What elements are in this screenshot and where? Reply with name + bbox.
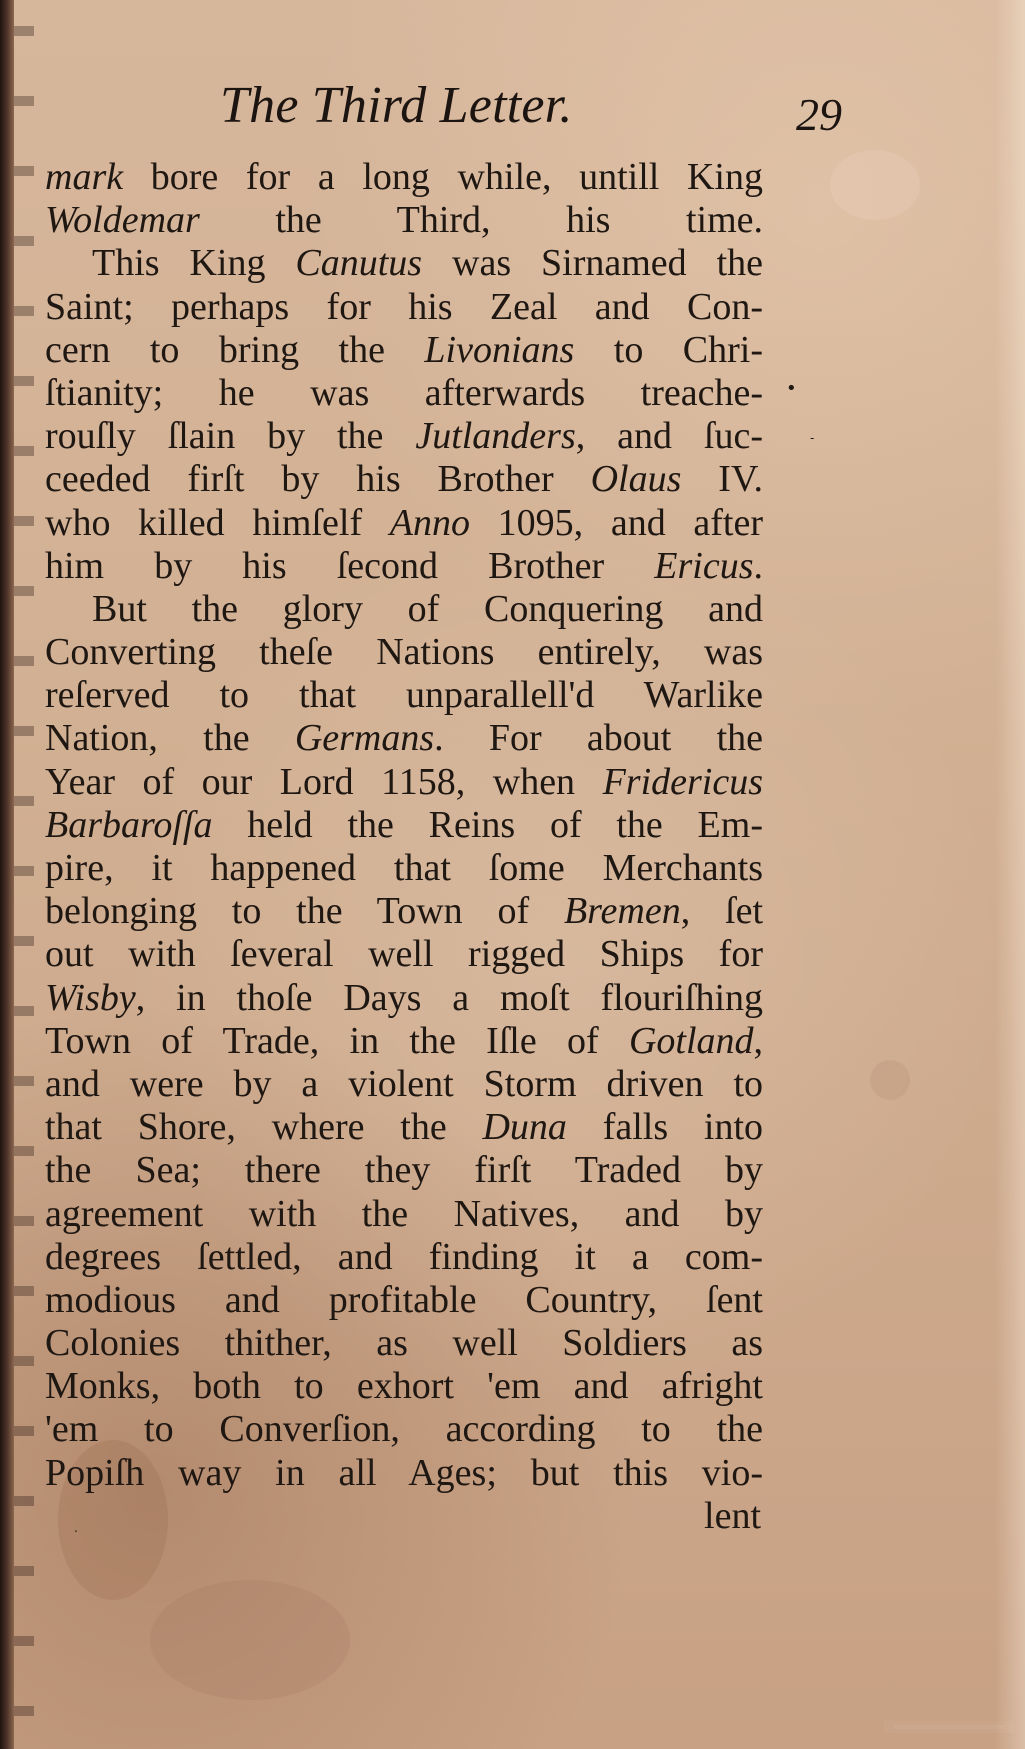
digitization-watermark bbox=[884, 1719, 1014, 1735]
text-segment: him by his ſecond Brother bbox=[45, 544, 655, 587]
text-segment: to Chri- bbox=[574, 328, 763, 371]
text-line bbox=[45, 1106, 763, 1149]
italic-text: Woldemar bbox=[45, 199, 200, 242]
italic-text: Wisby bbox=[45, 976, 136, 1019]
page-number: 29 bbox=[796, 89, 842, 140]
text-line bbox=[45, 329, 763, 372]
text-segment: the Sea; there they firſt Traded by bbox=[45, 1149, 763, 1192]
text-line bbox=[45, 1236, 763, 1279]
text-segment: ceeded firſt by his Brother bbox=[45, 458, 591, 501]
italic-text: mark bbox=[45, 156, 124, 198]
page-binding-edge bbox=[0, 0, 14, 1749]
italic-text: Canutus bbox=[295, 242, 423, 285]
text-segment: Monks, both to exhort 'em and afright bbox=[45, 1365, 763, 1408]
text-line bbox=[45, 242, 763, 285]
text-segment: modious and profitable Country, ſent bbox=[45, 1278, 763, 1321]
text-segment: Town of Trade, in the Iſle of bbox=[45, 1019, 629, 1062]
text-segment: agreement with the Natives, and by bbox=[45, 1192, 763, 1235]
ink-mark-bullet: • bbox=[786, 378, 797, 399]
paper-stain-right bbox=[870, 1060, 910, 1100]
text-segment: the Third, his time. bbox=[199, 199, 763, 242]
text-line bbox=[45, 502, 763, 545]
text-segment: , ſet bbox=[680, 890, 763, 933]
text-line bbox=[45, 1020, 763, 1063]
text-line bbox=[45, 631, 763, 674]
italic-text: Bremen bbox=[563, 890, 681, 933]
italic-text: Ericus bbox=[654, 544, 754, 587]
text-line bbox=[45, 977, 763, 1020]
text-segment: IV. bbox=[681, 458, 763, 501]
ink-mark-dot: . bbox=[74, 1521, 78, 1535]
text-segment: falls into bbox=[566, 1106, 763, 1149]
text-line bbox=[45, 588, 763, 631]
text-line bbox=[45, 415, 763, 458]
italic-text: Germans bbox=[294, 717, 435, 760]
text-segment: ſtianity; he was afterwards treache- bbox=[45, 371, 763, 414]
text-segment: Popiſh way in all Ages; but this vio- bbox=[45, 1451, 763, 1494]
text-segment: belonging to the Town of bbox=[45, 890, 564, 933]
text-segment: , bbox=[753, 1019, 763, 1062]
text-line bbox=[45, 1452, 763, 1495]
text-line bbox=[45, 1149, 763, 1192]
italic-text: Duna bbox=[482, 1106, 567, 1149]
text-line bbox=[45, 847, 763, 890]
text-line bbox=[45, 372, 763, 415]
italic-text: Fridericus bbox=[602, 760, 763, 803]
text-segment: , in thoſe Days a moſt flouriſhing bbox=[135, 976, 763, 1019]
text-segment: This King bbox=[92, 242, 296, 285]
ink-mark-dash: - bbox=[810, 431, 815, 445]
text-line bbox=[45, 890, 763, 933]
italic-text: Gotland bbox=[628, 1019, 754, 1062]
text-line bbox=[45, 933, 763, 976]
text-segment: reſerved to that unparallell'd Warlike bbox=[45, 674, 763, 717]
paper-stain-bottom bbox=[150, 1580, 350, 1700]
text-line bbox=[45, 1279, 763, 1322]
text-line bbox=[45, 1193, 763, 1236]
text-segment: . For about the bbox=[434, 717, 763, 760]
text-segment: who killed himſelf bbox=[45, 501, 390, 544]
text-segment: was Sirnamed the bbox=[422, 242, 763, 285]
text-segment: . bbox=[753, 544, 763, 587]
text-segment: But the glory of Conquering and bbox=[92, 587, 763, 630]
text-line bbox=[45, 804, 763, 847]
text-line bbox=[45, 286, 763, 329]
text-segment: Converting theſe Nations entirely, was bbox=[45, 631, 763, 674]
text-segment: 'em to Converſion, according to the bbox=[45, 1408, 763, 1451]
italic-text: Jutlanders bbox=[415, 415, 576, 458]
text-line bbox=[45, 199, 763, 242]
page-right-shadow bbox=[995, 0, 1025, 1749]
text-segment: held the Reins of the Em- bbox=[212, 803, 763, 846]
text-segment: , and ſuc- bbox=[575, 415, 763, 458]
italic-text: Livonians bbox=[424, 328, 575, 371]
text-line bbox=[45, 1365, 763, 1408]
text-segment: and were by a violent Storm driven to bbox=[45, 1062, 763, 1105]
letter-text bbox=[45, 156, 763, 1538]
text-segment: pire, it happened that ſome Merchants bbox=[45, 847, 763, 889]
text-segment: cern to bring the bbox=[45, 328, 425, 371]
page-binding-marks bbox=[14, 0, 34, 1749]
text-line bbox=[45, 156, 763, 199]
text-segment: Year of our Lord 1158, when bbox=[45, 760, 603, 803]
catchword: lent bbox=[704, 1494, 761, 1537]
text-segment: rouſly ſlain by the bbox=[45, 415, 416, 458]
text-line bbox=[45, 458, 763, 501]
italic-text: Barbaroſſa bbox=[45, 803, 213, 846]
paper-highlight-top-right bbox=[830, 150, 920, 220]
text-line bbox=[45, 1322, 763, 1365]
text-line bbox=[45, 1063, 763, 1106]
text-line bbox=[45, 761, 763, 804]
italic-text: Olaus bbox=[590, 458, 682, 501]
text-segment: 1095, and after bbox=[470, 501, 763, 544]
text-line bbox=[45, 717, 763, 760]
text-segment: degrees ſettled, and finding it a com- bbox=[45, 1235, 763, 1278]
text-segment: bore for a long while, untill King bbox=[123, 156, 763, 198]
running-head: The Third Letter. bbox=[220, 77, 573, 134]
text-segment: Saint; perhaps for his Zeal and Con- bbox=[45, 285, 763, 328]
text-line bbox=[45, 545, 763, 588]
text-segment: out with ſeveral well rigged Ships for bbox=[45, 933, 763, 976]
text-segment: Colonies thither, as well Soldiers as bbox=[45, 1322, 763, 1365]
text-line bbox=[45, 674, 763, 717]
text-segment: Nation, the bbox=[45, 717, 295, 760]
italic-text: Anno bbox=[389, 501, 470, 544]
text-line bbox=[45, 1408, 763, 1451]
text-segment: that Shore, where the bbox=[45, 1106, 483, 1149]
